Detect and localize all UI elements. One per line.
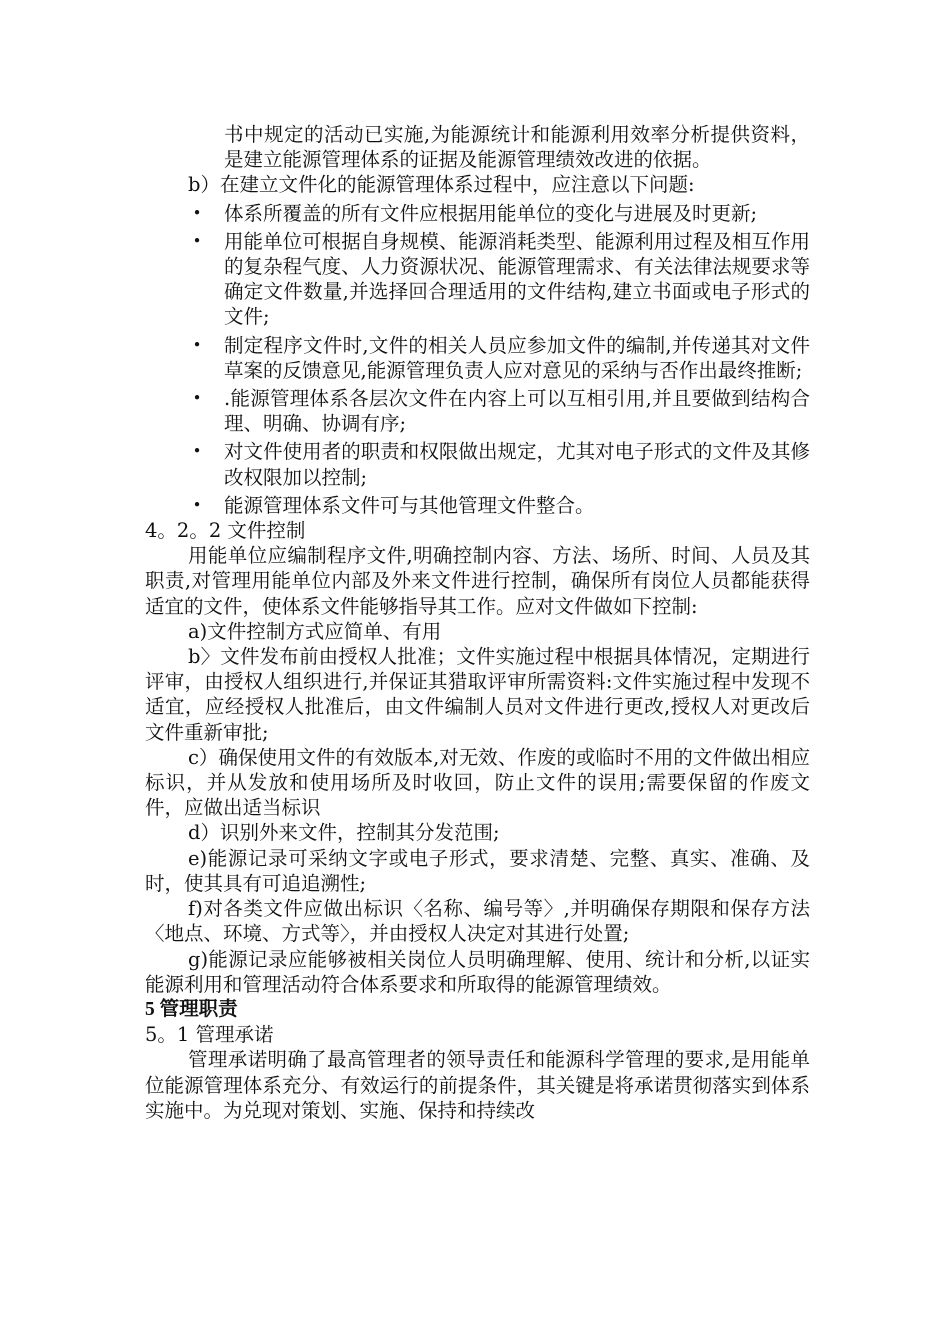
bullet-list [145,201,810,518]
control-item-c: c）确保使用文件的有效版本,对无效、作废的或临时不用的文件做出相应标识，并从发放和使用场所及时收回，防止文件的误用;需要保留的作废文件，应做出适当标识 [145,745,810,820]
bullet-text: 用能单位可根据自身规模、能源消耗类型、能源利用过程及相互作用的复杂程气度、人力资源状况、能源管理需求、有关法律法规要求等确定文件数量,并选择回合理适用的文件结构,建立书面或电子形式的文件; [224,229,810,329]
bullet-item [145,333,810,383]
section-5-title: 5 管理职责 [145,998,238,1020]
bullet-item [145,229,810,330]
bullet-text: 体系所覆盖的所有文件应根据用能单位的变化与进展及时更新; [224,201,758,225]
intro-continuation: 书中规定的活动已实施,为能源统计和能源利用效率分析提供资料，是建立能源管理体系的证据及能源管理绩效改进的依据。 [224,123,810,172]
document-page [145,122,810,1123]
control-item-b: b〉文件发布前由授权人批准；文件实施过程中根据具体情况，定期进行评审，由授权人组织进行,并保证其猎取评审所需资料:文件实施过程中发现不适宜，应经授权人批准后，由文件编制人员对文件进行更改,授权人对更改后文件重新审批; [145,645,810,744]
bullet-text: 能源管理体系文件可与其他管理文件整合。 [224,493,595,517]
section-51-paragraph: 管理承诺明确了最高管理者的领导责任和能源科学管理的要求,是用能单位能源管理体系充分、有效运行的前提条件，其关键是将承诺贯彻落实到体系实施中。为兑现对策划、实施、保持和持续改 [145,1048,810,1122]
bullet-dot-icon: • [192,389,202,408]
item-b-heading: b）在建立文件化的能源管理体系过程中，应注意以下问题: [188,173,695,197]
bullet-text: 对文件使用者的职责和权限做出规定，尤其对电子形式的文件及其修改权限加以控制; [224,440,810,489]
section-422-intro: 用能单位应编制程序文件,明确控制内容、方法、场所、时间、人员及其职责,对管理用能单位内部及外来文件进行控制，确保所有岗位人员都能获得适宜的文件，使体系文件能够指导其工作。应对文件做如下控制: [145,544,810,618]
control-item-a: a)文件控制方式应简单、有用 [188,619,442,643]
bullet-text: 制定程序文件时,文件的相关人员应参加文件的编制,并传递其对文件草案的反馈意见,能源管理负责人应对意见的采纳与否作出最终推断; [224,333,810,382]
bullet-text: .能源管理体系各层次文件在内容上可以互相引用,并且要做到结构合理、明确、协调有序; [224,387,810,436]
bullet-dot-icon: • [192,495,202,514]
bullet-dot-icon: • [192,442,202,461]
bullet-item [145,439,810,489]
bullet-item [145,386,810,436]
bullet-dot-icon: • [192,203,202,222]
bullet-item [145,201,810,226]
control-item-d: d）识别外来文件，控制其分发范围; [188,821,500,845]
bullet-item [145,493,810,518]
control-item-g: g)能源记录应能够被相关岗位人员明确理解、使用、统计和分析,以证实能源利用和管理活动符合体系要求和所取得的能源管理绩效。 [145,947,810,996]
bullet-dot-icon: • [192,335,202,354]
control-item-f: f)对各类文件应做出标识〈名称、编号等〉,并明确保存期限和保存方法〈地点、环境、方式等〉，并由授权人决定对其进行处置; [145,897,810,946]
bullet-dot-icon: • [192,231,202,250]
control-item-e: e)能源记录可采纳文字或电子形式，要求清楚、完整、真实、准确、及时，使其具有可追追溯性; [145,846,810,895]
section-422-heading: 4。2。2 文件控制 [145,519,306,543]
section-51-heading: 5。1 管理承诺 [145,1023,274,1047]
